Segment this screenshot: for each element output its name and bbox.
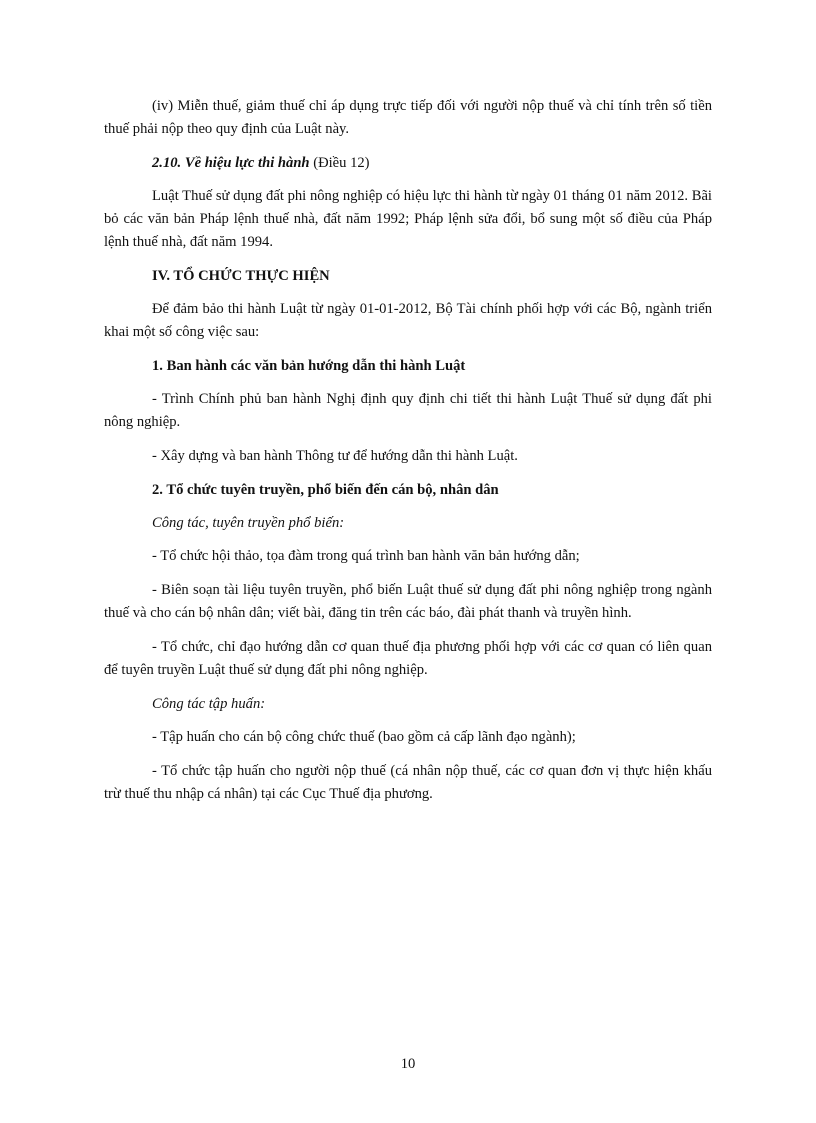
list-item-materials: - Biên soạn tài liệu tuyên truyền, phổ biến Luật thuế sử dụng đất phi nông nghiệp trong ngành thuế và cho cán bộ nhân dân; viết bài, đăng tin trên các báo, đài phát thanh và truyền hình. (104, 582, 712, 621)
page-body (104, 95, 712, 817)
paragraph-effective-date: Luật Thuế sử dụng đất phi nông nghiệp có hiệu lực thi hành từ ngày 01 tháng 01 năm 2012. Bãi bỏ các văn bản Pháp lệnh thuế nhà, đất năm 1992; Pháp lệnh sửa đổi, bổ sung một số điều của Pháp lệnh thuế nhà, đất năm 1994. (104, 188, 712, 250)
section-heading-effectiveness (104, 152, 712, 175)
section-heading-effectiveness-title: 2.10. Về hiệu lực thi hành (152, 155, 310, 171)
list-item-circular: - Xây dựng và ban hành Thông tư để hướng dẫn thi hành Luật. (152, 448, 518, 464)
subsection-heading-propaganda: 2. Tổ chức tuyên truyền, phổ biến đến cán bộ, nhân dân (152, 482, 499, 498)
italic-subheading-training-work: Công tác tập huấn: (152, 696, 266, 712)
paragraph-implementation-intro: Để đảm bảo thi hành Luật từ ngày 01-01-2012, Bộ Tài chính phối hợp với các Bộ, ngành triển khai một số công việc sau: (104, 301, 712, 340)
section-heading-implementation: IV. TỔ CHỨC THỰC HIỆN (152, 268, 330, 284)
paragraph-exemption-note: (iv) Miễn thuế, giảm thuế chỉ áp dụng trực tiếp đối với người nộp thuế và chỉ tính trên số tiền thuế phải nộp theo quy định của Luật này. (104, 98, 712, 137)
list-item-staff-training: - Tập huấn cho cán bộ công chức thuế (bao gồm cả cấp lãnh đạo ngành); (152, 729, 576, 745)
italic-subheading-propaganda-work: Công tác, tuyên truyền phổ biến: (152, 515, 345, 531)
page-number: 10 (400, 1056, 416, 1072)
list-item-taxpayer-training: - Tổ chức tập huấn cho người nộp thuế (cá nhân nộp thuế, các cơ quan đơn vị thực hiện khấu trừ thuế thu nhập cá nhân) tại các Cục Thuế địa phương. (104, 763, 712, 802)
list-item-local-direction: - Tổ chức, chỉ đạo hướng dẫn cơ quan thuế địa phương phối hợp với các cơ quan có liên quan để tuyên truyền Luật thuế sử dụng đất phi nông nghiệp. (104, 639, 712, 678)
subsection-heading-guidance-documents: 1. Ban hành các văn bản hướng dẫn thi hành Luật (152, 358, 466, 374)
section-heading-effectiveness-article: (Điều 12) (309, 155, 370, 171)
list-item-seminars: - Tổ chức hội thảo, tọa đàm trong quá trình ban hành văn bản hướng dẫn; (152, 548, 580, 564)
list-item-decree: - Trình Chính phủ ban hành Nghị định quy định chi tiết thi hành Luật Thuế sử dụng đất phi nông nghiệp. (104, 391, 712, 430)
